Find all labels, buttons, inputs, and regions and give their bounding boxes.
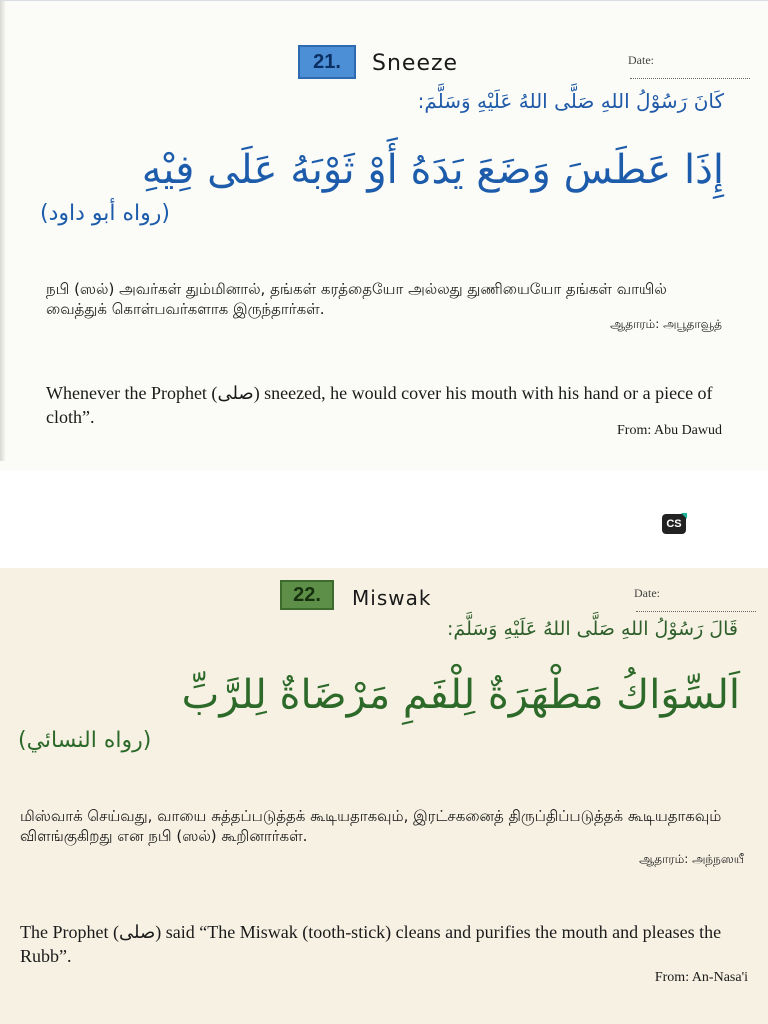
tamil-source: ஆதாரம்: அபூதாவூத் [610,317,722,331]
tamil-translation: மிஸ்வாக் செய்வது, வாயை சுத்தப்படுத்தக் கூடியதாகவும், இரட்சகனைத் திருப்திப்படுத்தக் கூடியதாகவும் விளங்குகிறது என நபி (ஸல்) கூறினார்கள். [20,807,722,845]
lesson-21-page [0,0,768,470]
arabic-source: (رواه النسائي) [18,728,152,753]
lesson-title: Miswak [352,586,432,610]
camscanner-logo-icon: CS [662,514,686,534]
tamil-translation: நபி (ஸல்) அவர்கள் தும்மினால், தங்கள் கரத்தையோ அல்லது துணியையோ தங்கள் வாயில் வைத்துக் கொள்பவர்களாக இருந்தார்கள். [46,280,667,318]
date-line [630,69,750,79]
lesson-number-badge: 21. [298,45,356,79]
english-source: From: An-Nasa'i [654,970,748,985]
tamil-source: ஆதாரம்: அந்நஸயீ [639,852,744,866]
date-label: Date: [634,586,660,600]
date-label: Date: [628,53,654,67]
lesson-title: Sneeze [372,51,459,76]
date-line [636,602,756,612]
page-fold-shadow [0,1,6,461]
arabic-source: (رواه أبو داود) [40,201,170,226]
page-gap [0,470,768,568]
english-translation: Whenever the Prophet (صلى) sneezed, he would cover his mouth with his hand or a piece of cloth”. [46,383,713,427]
arabic-hadith: اَلسِّوَاكُ مَطْهَرَةٌ لِلْفَمِ مَرْضَاةٌ لِلرَّبِّ [181,672,740,718]
lesson-number-badge: 22. [280,580,334,610]
date-field [628,53,768,83]
arabic-hadith: إِذَا عَطَسَ وَضَعَ يَدَهُ أَوْ ثَوْبَهُ عَلَى فِيْهِ [141,147,724,193]
english-translation: The Prophet (صلى) said “The Miswak (tooth-stick) cleans and purifies the mouth and pleases the Rubb”. [20,922,722,966]
arabic-intro: قَالَ رَسُوْلُ اللهِ صَلَّى اللهُ عَلَيْهِ وَسَلَّمَ: [447,618,738,640]
arabic-intro: كَانَ رَسُوْلُ اللهِ صَلَّى اللهُ عَلَيْهِ وَسَلَّمَ: [417,89,724,113]
date-field [634,586,768,616]
english-source: From: Abu Dawud [617,423,722,438]
